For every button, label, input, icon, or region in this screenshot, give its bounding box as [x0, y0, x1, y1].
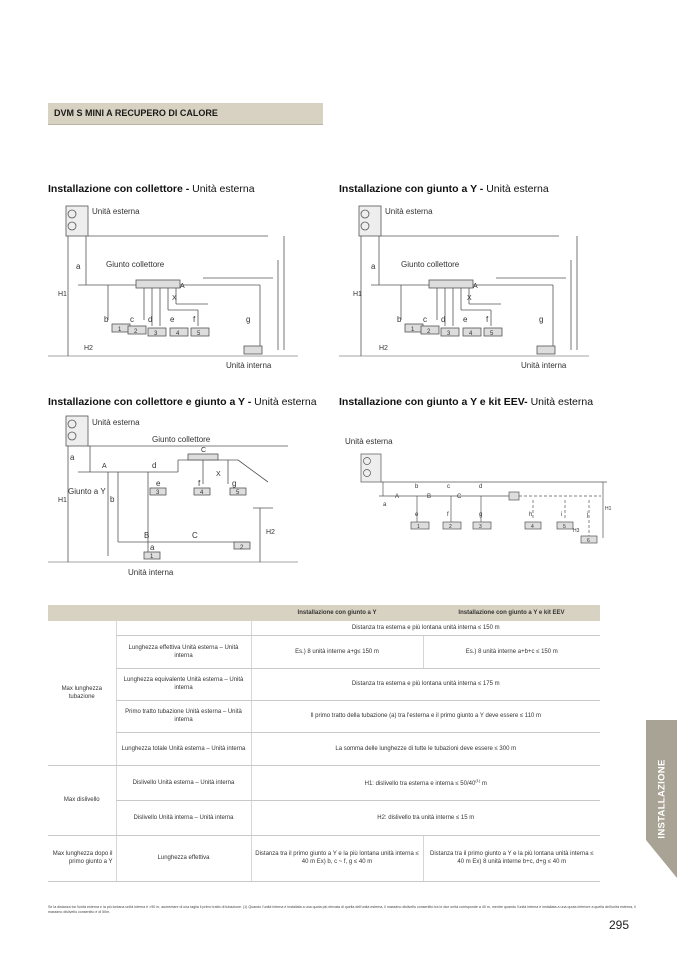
unit-num-1: 1	[417, 524, 420, 530]
row-drop1-label: Dislivello Unità esterna – Unità interna	[116, 765, 251, 800]
row-after-label: Lunghezza effettiva	[116, 835, 251, 881]
row-first-label: Primo tratto tubazione Unità esterna – Unità interna	[116, 700, 251, 732]
row-total-label: Lunghezza totale Unità esterna – Unità interna	[116, 732, 251, 765]
group-max-drop: Max dislivello	[48, 765, 116, 835]
label-g: g	[246, 315, 251, 324]
title-bold: Installazione con giunto a Y -	[339, 183, 487, 195]
label-header-joint: Giunto collettore	[106, 260, 165, 269]
label-H1: H1	[605, 506, 612, 512]
label-a: a	[70, 453, 75, 462]
side-tab-label: INSTALLAZIONE	[656, 759, 667, 839]
table-row	[48, 700, 600, 732]
label-e: e	[156, 479, 161, 488]
row-drop1-cell	[251, 765, 600, 800]
unit-num-2: 2	[240, 545, 244, 551]
label-H3: H3	[573, 528, 580, 534]
title-light: Unità esterna	[486, 183, 549, 195]
section-header	[48, 103, 323, 125]
unit-num-2: 2	[427, 329, 431, 335]
row-after-eev: Distanza tra il primo giunto a Y e la più lontana unità interna ≤ 40 m Ex) 8 unità interne b+c, d+g ≤ 40 m	[423, 835, 600, 881]
label-A: A	[180, 283, 185, 290]
table-row	[48, 621, 600, 635]
row-first-value: Il primo tratto della tubazione (a) tra l'esterna e il primo giunto a Y deve essere ≤ 110 m	[251, 700, 600, 732]
specs-table	[48, 605, 600, 882]
row-drop2-value: H2: dislivello tra unità interne ≤ 15 m	[251, 800, 600, 835]
table-header-cell	[48, 605, 116, 621]
label-d: d	[479, 484, 483, 490]
label-outdoor-unit: Unità esterna	[345, 437, 393, 446]
label-i: i	[561, 512, 563, 518]
title-bold: Installazione con giunto a Y e kit EEV-	[339, 396, 531, 408]
label-e: e	[463, 315, 468, 324]
row-drop1-sup: (1)	[475, 778, 481, 783]
group-after-y: Max lunghezza dopo il primo giunto a Y	[48, 835, 116, 881]
unit-num-5: 5	[490, 331, 494, 337]
label-outdoor-unit: Unità esterna	[385, 207, 433, 216]
row-total-value: La somma delle lunghezze di tutte le tubazioni deve essere ≤ 300 m	[251, 732, 600, 765]
row-drop2-label: Dislivello Unità interna – Unità interna	[116, 800, 251, 835]
label-H2: H2	[266, 529, 275, 536]
label-a-lower: a	[150, 543, 155, 552]
label-b: b	[110, 495, 115, 504]
label-f: f	[447, 512, 449, 518]
table-header-row	[48, 605, 600, 621]
label-H1: H1	[58, 291, 67, 298]
label-a: a	[76, 262, 81, 271]
row-effective-y: Es.) 8 unità interne a+g≤ 150 m	[251, 635, 423, 668]
label-A: A	[102, 463, 107, 470]
label-X: X	[172, 295, 177, 302]
title-bold: Installazione con collettore -	[48, 183, 193, 195]
label-y-joint: Giunto a Y	[68, 487, 106, 496]
label-B: B	[144, 531, 150, 540]
row-equivalent-value: Distanza tra esterna e più lontana unità interna ≤ 175 m	[251, 668, 600, 700]
unit-num-5: 5	[563, 524, 566, 530]
unit-num-4: 4	[531, 524, 534, 530]
unit-num-4: 4	[469, 331, 473, 337]
label-f: f	[486, 315, 489, 324]
unit-num-3: 3	[479, 524, 482, 530]
label-X: X	[467, 295, 472, 302]
label-X: X	[216, 471, 221, 478]
table-row	[48, 635, 600, 668]
unit-num-4: 4	[200, 490, 204, 496]
table-header-eev: Installazione con giunto a Y e kit EEV	[423, 605, 600, 621]
unit-num-1: 1	[411, 327, 415, 333]
label-c: c	[130, 315, 134, 324]
label-B: B	[427, 494, 432, 500]
diagram-y-joint	[339, 200, 599, 375]
title-bold: Installazione con collettore e giunto a Y -	[48, 396, 255, 408]
unit-num-1: 1	[150, 554, 154, 560]
label-C: C	[192, 531, 198, 540]
label-A: A	[473, 283, 478, 290]
label-d: d	[441, 315, 446, 324]
label-j: j	[587, 512, 589, 518]
label-indoor-unit: Unità interna	[521, 361, 567, 370]
title-header-y-installation	[48, 396, 317, 408]
label-A: A	[395, 494, 400, 500]
label-b: b	[104, 315, 109, 324]
label-d: d	[152, 461, 157, 470]
label-header-joint: Giunto collettore	[401, 260, 460, 269]
row-drop1-unit: m	[480, 781, 487, 787]
label-C: C	[457, 494, 462, 500]
row-drop1-value: H1: dislivello tra esterna e interna ≤ 50/40	[364, 781, 476, 787]
title-light: Unità esterna	[192, 183, 255, 195]
table-row	[48, 732, 600, 765]
diagram-header-y	[48, 412, 318, 582]
label-d: d	[148, 315, 153, 324]
unit-num-4: 4	[176, 331, 180, 337]
label-header-joint: Giunto collettore	[152, 435, 211, 444]
title-y-joint-installation	[339, 183, 549, 195]
table-row	[48, 668, 600, 700]
label-indoor-unit: Unità interna	[128, 568, 174, 577]
label-outdoor-unit: Unità esterna	[92, 418, 140, 427]
table-header-cell	[116, 605, 251, 621]
footnote: Se la distanza tra l'unità esterna e la più lontana unità interna è >90 m, aumentare di una taglia il primo tratto di tubazione. (1) Quando l'unità interna è installata a una quota più elevata di quella dell'unità esterna, il massimo dislivello consentito tra le due unità corrisponde a 40 m, mentre quando l'unità interna è installata a una quota inferiore a quella dell'unità esterna, il massimo dislivello consentito è di 50m.	[48, 905, 636, 914]
label-f: f	[193, 315, 196, 324]
section-header-label: DVM S MINI A RECUPERO DI CALORE	[54, 108, 218, 118]
label-a: a	[383, 502, 387, 508]
label-indoor-unit: Unità interna	[226, 361, 272, 370]
label-b: b	[415, 484, 419, 490]
unit-num-3: 3	[447, 331, 451, 337]
label-H1: H1	[353, 291, 362, 298]
diagram-y-eev	[339, 430, 619, 550]
label-outdoor-unit: Unità esterna	[92, 207, 140, 216]
unit-num-5: 5	[236, 490, 240, 496]
row-top-value: Distanza tra esterna e più lontana unità interna ≤ 150 m	[251, 621, 600, 635]
label-H1: H1	[58, 497, 67, 504]
table-row	[48, 835, 600, 881]
table-header-y: Installazione con giunto a Y	[251, 605, 423, 621]
label-g: g	[479, 512, 483, 518]
diagram-header-joint	[48, 200, 308, 375]
label-c: c	[447, 484, 450, 490]
row-effective-label: Lunghezza effettiva Unità esterna – Unità interna	[116, 635, 251, 668]
label-c: c	[423, 315, 427, 324]
label-e: e	[170, 315, 175, 324]
unit-num-5: 5	[197, 331, 201, 337]
unit-num-2: 2	[134, 329, 138, 335]
table-row	[48, 800, 600, 835]
label-H2: H2	[84, 345, 93, 352]
title-y-eev-installation	[339, 396, 593, 408]
unit-num-3: 3	[154, 331, 158, 337]
unit-num-2: 2	[449, 524, 452, 530]
label-C-top: C	[201, 447, 207, 454]
label-g: g	[232, 479, 237, 488]
label-e: e	[415, 512, 419, 518]
title-light: Unità esterna	[254, 396, 317, 408]
unit-num-6: 6	[587, 538, 590, 544]
label-H2: H2	[379, 345, 388, 352]
row-after-y: Distanza tra il primo giunto a Y e la più lontana unità interna ≤ 40 m Ex) b, c ~ f, g ≤ 40 m	[251, 835, 423, 881]
row-equivalent-label: Lunghezza equivalente Unità esterna – Unità interna	[116, 668, 251, 700]
label-h: h	[529, 512, 533, 518]
title-light: Unità esterna	[530, 396, 594, 408]
table-cell-empty	[116, 621, 251, 635]
label-a: a	[371, 262, 376, 271]
unit-num-3: 3	[156, 490, 160, 496]
label-g: g	[539, 315, 544, 324]
side-tab	[646, 720, 677, 878]
page-number: 295	[609, 918, 630, 932]
title-header-installation	[48, 183, 255, 195]
row-effective-eev: Es.) 8 unità interne a+b+c ≤ 150 m	[423, 635, 600, 668]
table-row	[48, 765, 600, 800]
label-f: f	[198, 479, 201, 488]
label-b: b	[397, 315, 402, 324]
unit-num-1: 1	[118, 327, 122, 333]
group-max-length: Max lunghezza tubazione	[48, 621, 116, 765]
